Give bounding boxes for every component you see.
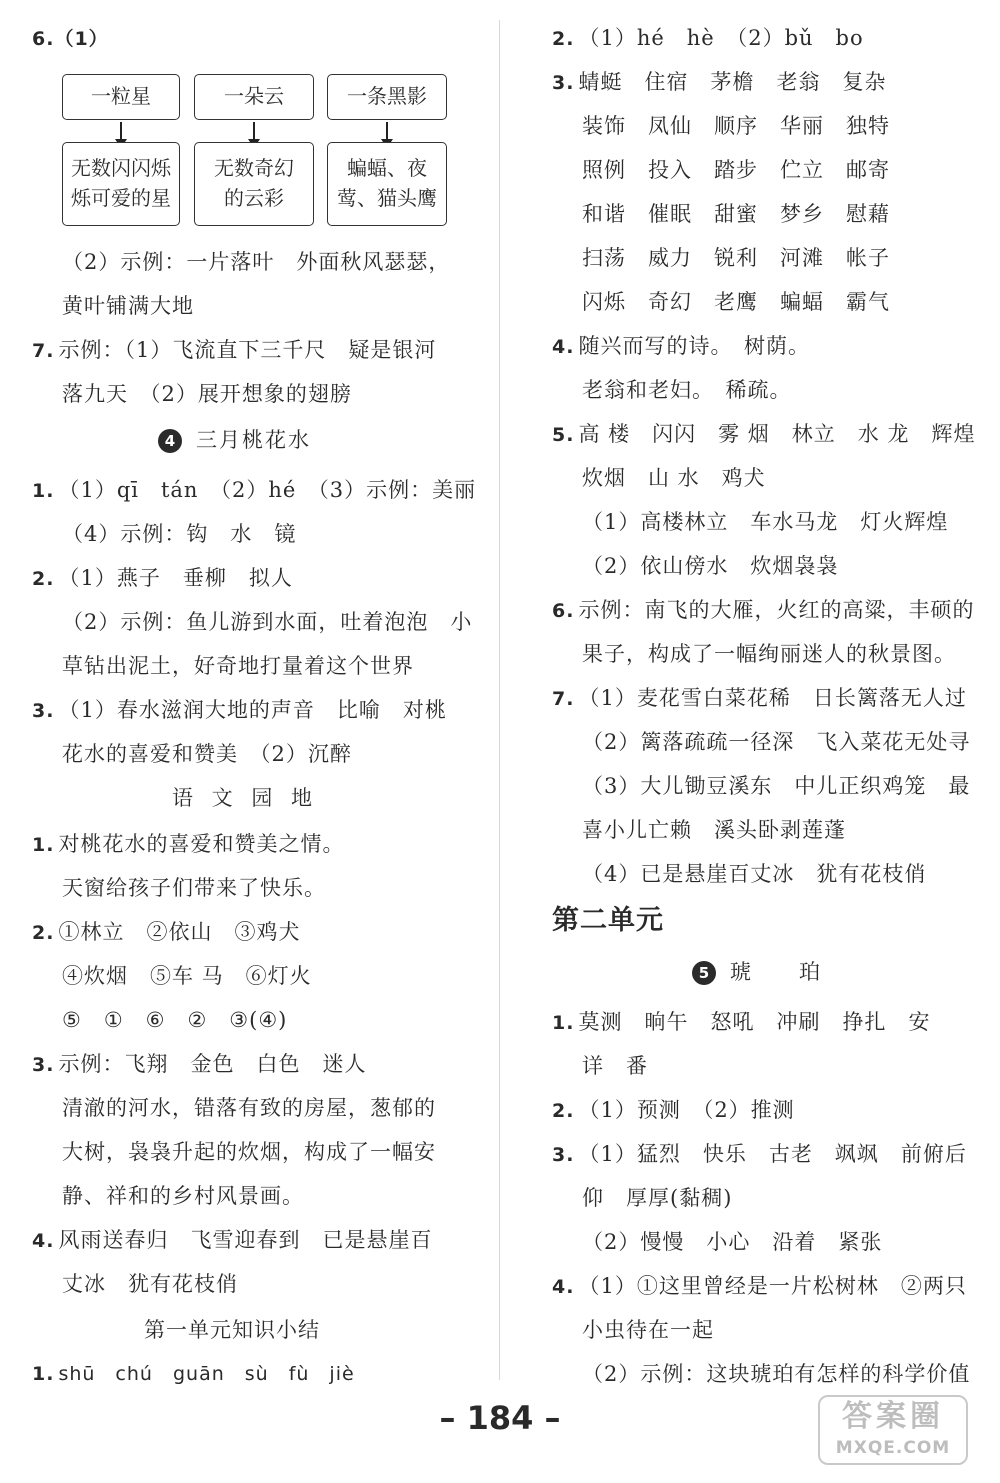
- unit-1-summary-heading: 第一单元知识小结: [144, 1318, 320, 1342]
- answer-line: （2）篱落疏疏一径深 飞入菜花无处寻: [582, 730, 971, 754]
- question-3: 3. 蜻蜓 住宿 茅檐 老翁 复杂: [552, 70, 887, 94]
- question-1: 1. （1）qī tán （2）hé （3）示例：美丽: [32, 478, 477, 502]
- answer-line: 和谐 催眠 甜蜜 梦乡 慰藉: [582, 202, 890, 226]
- answer-line: 丈冰 犹有花枝俏: [62, 1272, 238, 1296]
- answer-line: 老翁和老妇。 稀疏。: [582, 378, 792, 402]
- answer-line: （3）大儿锄豆溪东 中儿正织鸡笼 最: [582, 774, 971, 798]
- flow-box-shadow: 一条黑影: [327, 74, 447, 120]
- answer-line: 静、祥和的乡村风景画。: [62, 1184, 304, 1208]
- question-2: 2. （1）燕子 垂柳 拟人: [32, 566, 293, 590]
- watermark-text: 答案圈: [842, 1399, 944, 1434]
- question-3: 3. （1）春水滋润大地的声音 比喻 对桃: [32, 698, 447, 722]
- question-4: 4. （1）①这里曾经是一片松树林 ②两只: [552, 1274, 967, 1298]
- question-3: 3. （1）猛烈 快乐 古老 飒飒 前俯后: [552, 1142, 967, 1166]
- flow-box-cloud-detail: 无数奇幻 的云彩: [194, 142, 314, 226]
- answer-line: 天窗给孩子们带来了快乐。: [62, 876, 326, 900]
- question-1: 1. shū chú guān sù fù jiè: [32, 1363, 355, 1385]
- flow-box-stars-detail: 无数闪闪烁 烁可爱的星: [62, 142, 180, 226]
- answer-line: 果子，构成了一幅绚丽迷人的秋景图。: [582, 642, 956, 666]
- down-arrow-icon: [386, 122, 388, 140]
- answer-line: （2）慢慢 小心 沿着 紧张: [582, 1230, 883, 1254]
- watermark-logo: [818, 1395, 968, 1465]
- question-2: 2. （1）预测 （2）推测: [552, 1098, 795, 1122]
- language-garden-heading: 语 文 园 地: [172, 786, 319, 810]
- answer-line: ⑤ ① ⑥ ② ③(④): [62, 1008, 288, 1032]
- answer-line: 清澈的河水，错落有致的房屋，葱郁的: [62, 1096, 436, 1120]
- answer-line: 仰 厚厚(黏稠): [582, 1186, 733, 1210]
- question-3: 3. 示例：飞翔 金色 白色 迷人: [32, 1052, 367, 1076]
- question-1: 1. 莫测 晌午 怒吼 冲刷 挣扎 安: [552, 1010, 931, 1034]
- answer-line: 喜小儿亡赖 溪头卧剥莲蓬: [582, 818, 846, 842]
- answer-line: （2）依山傍水 炊烟袅袅: [582, 554, 839, 578]
- answer-line: （4）已是悬崖百丈冰 犹有花枝俏: [582, 862, 927, 886]
- question-1: 1. 对桃花水的喜爱和赞美之情。: [32, 832, 345, 856]
- column-divider: [499, 20, 500, 1380]
- flow-box-star: 一粒星: [62, 74, 180, 120]
- question-2: 2. ①林立 ②依山 ③鸡犬: [32, 920, 301, 944]
- down-arrow-icon: [253, 122, 255, 140]
- lesson-number-badge: 5: [692, 961, 716, 985]
- answer-line: 闪烁 奇幻 老鹰 蝙蝠 霸气: [582, 290, 890, 314]
- page-number: – 184 –: [439, 1399, 561, 1437]
- answer-line: 花水的喜爱和赞美 （2）沉醉: [62, 742, 352, 766]
- answer-line: 大树，袅袅升起的炊烟，构成了一幅安: [62, 1140, 436, 1164]
- answer-line: 扫荡 威力 锐利 河滩 帐子: [582, 246, 890, 270]
- answer-line: ④炊烟 ⑤车 马 ⑥灯火: [62, 964, 312, 988]
- question-5: 5. 高 楼 闪闪 雾 烟 林立 水 龙 辉煌: [552, 422, 976, 446]
- question-4: 4. 随兴而写的诗。 树荫。: [552, 334, 810, 358]
- lesson-number-badge: 4: [158, 429, 182, 453]
- down-arrow-icon: [120, 122, 122, 140]
- question-4: 4. 风雨送春归 飞雪迎春到 已是悬崖百: [32, 1228, 433, 1252]
- answer-line: （2）示例：这块琥珀有怎样的科学价值: [582, 1362, 971, 1386]
- answer-line: 装饰 凤仙 顺序 华丽 独特: [582, 114, 890, 138]
- answer-line: （2）示例：鱼儿游到水面，吐着泡泡 小: [62, 610, 473, 634]
- question-6-label: 6.（1）: [32, 28, 109, 50]
- answer-line: 黄叶铺满大地: [62, 294, 194, 318]
- unit-2-heading: 第二单元: [552, 905, 664, 936]
- question-7: 7. （1）麦花雪白菜花稀 日长篱落无人过: [552, 686, 967, 710]
- answer-line: （4）示例：钩 水 镜: [62, 522, 297, 546]
- answer-line: 小虫待在一起: [582, 1318, 714, 1342]
- answer-line: 详 番: [582, 1054, 648, 1078]
- lesson-5-heading: 5 琥 珀: [692, 958, 822, 986]
- answer-line: （2）示例：一片落叶 外面秋风瑟瑟，: [62, 250, 451, 274]
- question-6: 6. 示例：南飞的大雁，火红的高粱，丰硕的: [552, 598, 975, 622]
- answer-line: （1）高楼林立 车水马龙 灯火辉煌: [582, 510, 949, 534]
- watermark-url: MXQE.COM: [835, 1438, 951, 1458]
- answer-line: 炊烟 山 水 鸡犬: [582, 466, 766, 490]
- answer-line: 落九天 （2）展开想象的翅膀: [62, 382, 352, 406]
- flow-box-shadow-detail: 蝙蝠、夜 莺、猫头鹰: [327, 142, 447, 226]
- question-7: 7. 示例：（1）飞流直下三千尺 疑是银河: [32, 338, 437, 362]
- flow-box-cloud: 一朵云: [194, 74, 314, 120]
- answer-line: 草钻出泥土，好奇地打量着这个世界: [62, 654, 414, 678]
- question-2: 2. （1）hé hè （2）bǔ bo: [552, 26, 864, 50]
- lesson-4-heading: 4 三月桃花水: [158, 426, 311, 454]
- answer-line: 照例 投入 踏步 伫立 邮寄: [582, 158, 890, 182]
